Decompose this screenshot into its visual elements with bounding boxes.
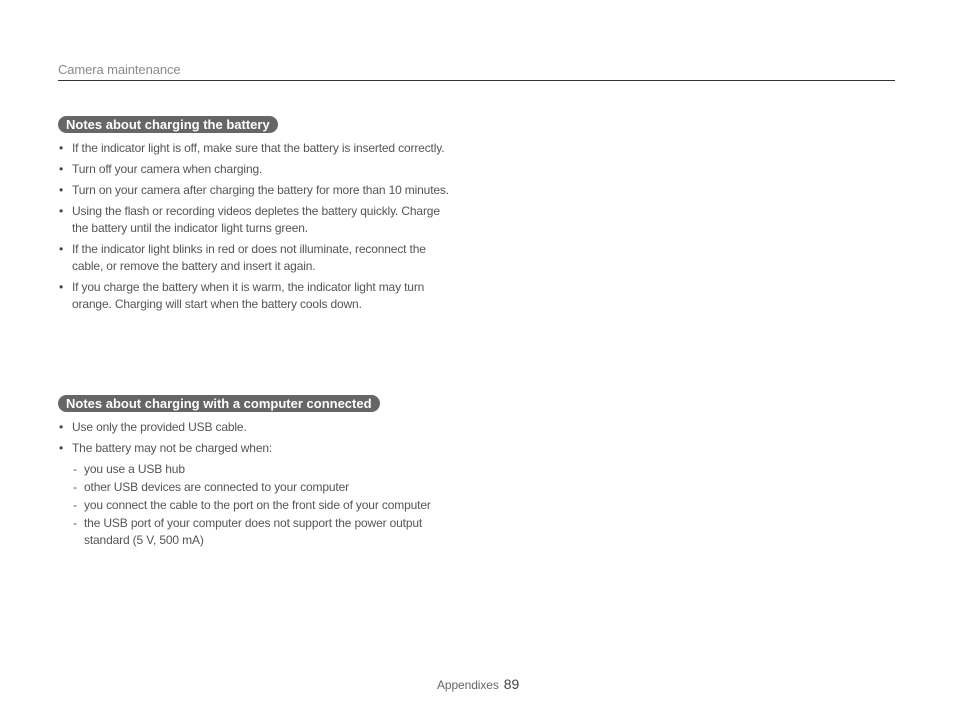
list-item-text: Turn off your camera when charging. (72, 162, 263, 176)
bullet-list (58, 140, 458, 313)
dash-icon: - (73, 498, 77, 512)
section-charging-battery (58, 116, 458, 317)
page-footer (437, 676, 519, 694)
list-item-text: Using the flash or recording videos depletes the battery quickly. Charge the battery until the indicator light turns green. (72, 204, 440, 235)
bullet-icon: • (59, 420, 64, 434)
list-item (58, 241, 458, 275)
sub-list-item (58, 479, 458, 496)
bullet-icon: • (59, 204, 64, 218)
list-item (58, 440, 458, 457)
list-item-text: If you charge the battery when it is warm, the indicator light may turn orange. Charging will start when the battery cools down. (72, 280, 425, 311)
list-item (58, 203, 458, 237)
sub-list-item-text: other USB devices are connected to your computer (84, 480, 349, 494)
sub-list-item-text: you connect the cable to the port on the front side of your computer (84, 498, 431, 512)
footer-section-label: Appendixes (437, 678, 499, 692)
section-title: Camera maintenance (58, 62, 181, 77)
sub-list (58, 461, 458, 549)
sub-list-item (58, 497, 458, 514)
sub-list-item-text: you use a USB hub (84, 462, 185, 476)
bullet-icon: • (59, 242, 64, 256)
section-heading: Notes about charging with a computer connected (58, 395, 380, 412)
list-item (58, 140, 458, 157)
bullet-icon: • (59, 280, 64, 294)
dash-icon: - (73, 462, 77, 476)
bullet-icon: • (59, 183, 64, 197)
list-item-text: Turn on your camera after charging the battery for more than 10 minutes. (72, 183, 449, 197)
bullet-icon: • (59, 162, 64, 176)
bullet-icon: • (59, 441, 64, 455)
list-item-text: Use only the provided USB cable. (72, 420, 247, 434)
sub-list-item (58, 515, 458, 549)
list-item (58, 279, 458, 313)
list-item (58, 161, 458, 178)
list-item (58, 182, 458, 199)
header-divider (58, 80, 895, 81)
section-charging-computer (58, 395, 458, 550)
bullet-list (58, 419, 458, 457)
list-item (58, 419, 458, 436)
list-item-text: If the indicator light is off, make sure that the battery is inserted correctly. (72, 141, 445, 155)
dash-icon: - (73, 480, 77, 494)
sub-list-item-text: the USB port of your computer does not support the power output standard (5 V, 500 mA) (84, 516, 423, 547)
dash-icon: - (73, 516, 77, 530)
bullet-icon: • (59, 141, 64, 155)
sub-list-item (58, 461, 458, 478)
page-number: 89 (503, 676, 520, 692)
list-item-text: The battery may not be charged when: (72, 441, 273, 455)
list-item-text: If the indicator light blinks in red or does not illuminate, reconnect the cable, or remove the battery and insert it again. (72, 242, 426, 273)
section-heading: Notes about charging the battery (58, 116, 278, 133)
